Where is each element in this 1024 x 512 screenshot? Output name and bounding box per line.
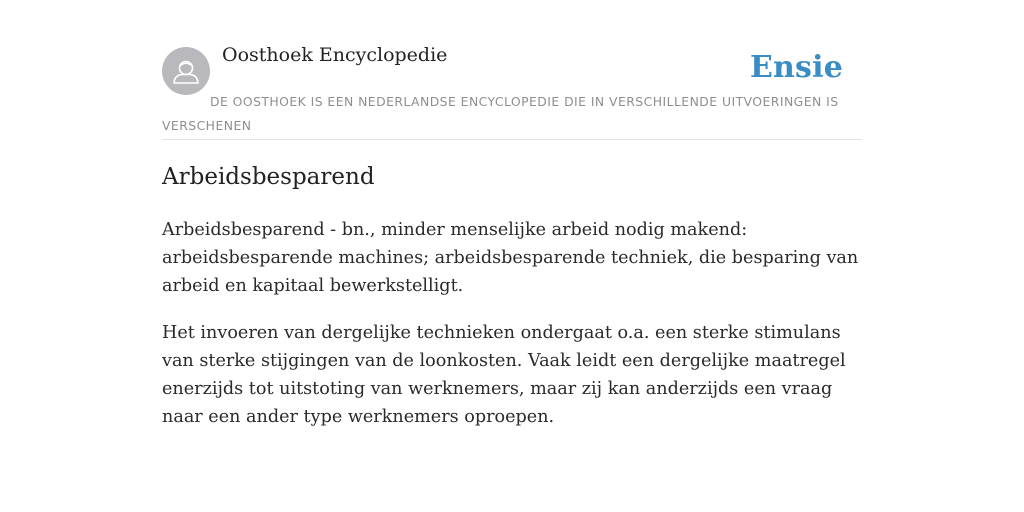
- article-paragraph: Het invoeren van dergelijke technieken ondergaat o.a. een sterke stimulans van sterke stijgingen van de loonkosten. Vaak leidt een dergelijke maatregel enerzijds tot uitstoting van werknemers, maar zij kan anderzijds een vraag naar een ander type werknemers oproepen.: [162, 323, 846, 427]
- source-name[interactable]: Oosthoek Encyclopedie: [222, 44, 448, 66]
- source-description: DE OOSTHOEK IS EEN NEDERLANDSE ENCYCLOPEDIE DIE IN VERSCHILLENDE UITVOERINGEN IS VERSCHENEN: [162, 94, 839, 133]
- source-header: [162, 0, 862, 140]
- article-paragraph: Arbeidsbesparend - bn., minder menselijke arbeid nodig makend: arbeidsbesparende machines; arbeidsbesparende techniek, die besparing van arbeid en kapitaal bewerkstelligt.: [162, 220, 859, 296]
- user-silhouette-icon: [162, 47, 210, 95]
- page-container: [162, 0, 862, 427]
- article-title: Arbeidsbesparend: [162, 164, 375, 190]
- source-avatar: [162, 47, 210, 95]
- ensie-logo[interactable]: Ensie: [749, 50, 843, 85]
